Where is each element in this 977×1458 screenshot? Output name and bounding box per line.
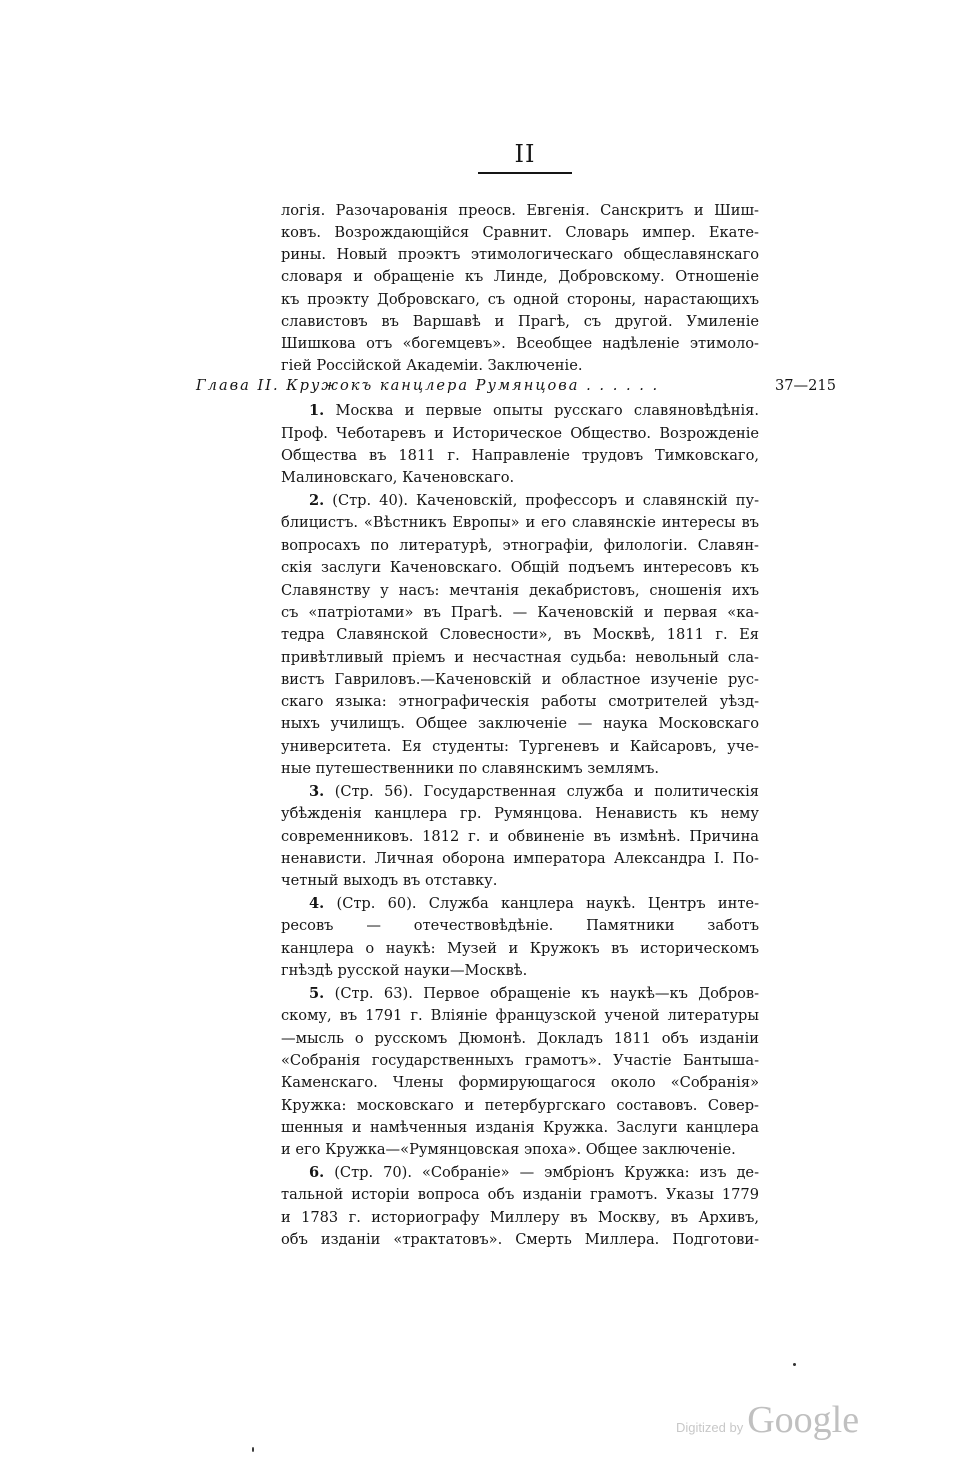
intro-line: ковъ. Возрождающійся Сравнит. Словарь импер. Екате- — [281, 224, 759, 241]
section-line: Проф. Чеботаревъ и Историческое Общество. Возрожденіе — [281, 425, 759, 442]
watermark-prefix: Digitized by — [676, 1420, 744, 1435]
section-line: ные путешественники по славянскимъ землямъ. — [281, 760, 660, 777]
chapter-heading — [196, 375, 836, 397]
section-line: канцлера о наукѣ: Музей и Кружокъ въ историческомъ — [281, 940, 759, 957]
section-line: Славянству у насъ: мечтанія декабристовъ, сношенія ихъ — [281, 582, 759, 599]
section-text: (Стр. 56). Государственная служба и политическія — [334, 783, 759, 800]
section-line: тедра Славянской Словесности», въ Москвѣ, 1811 г. Ея — [281, 626, 759, 643]
intro-line: рины. Новый проэктъ этимологическаго общеславянскаго — [281, 246, 759, 263]
section-line: съ «патріотами» въ Прагѣ. — Каченовскій и первая «ка- — [281, 604, 759, 621]
section-line: привѣтливый пріемъ и несчастная судьба: невольный сла- — [281, 649, 759, 666]
section-line: скаго языка: этнографическія работы смотрителей уѣзд- — [281, 693, 759, 710]
section-line: шенныя и намѣченныя изданія Кружка. Заслуги канцлера — [281, 1119, 759, 1136]
section-line: Малиновскаго, Каченовскаго. — [281, 469, 515, 486]
section-line: —мысль о русскомъ Дюмонѣ. Докладъ 1811 объ изданіи — [281, 1030, 759, 1047]
section-line: объ изданіи «трактатовъ». Смерть Миллера. Подготови- — [281, 1231, 759, 1248]
section-line — [281, 781, 759, 803]
section-line: «Собранія государственныхъ грамотъ». Участіе Бантыша- — [281, 1052, 759, 1069]
intro-line: къ проэкту Добровскаго, съ одной стороны, нарастающихъ — [281, 291, 759, 308]
section-line: убѣжденія канцлера гр. Румянцова. Ненависть къ нему — [281, 805, 759, 822]
section-text: Москва и первые опыты русскаго славяновѣдѣнія. — [335, 402, 759, 419]
page-number: II — [514, 140, 536, 168]
section-line: блицистъ. «Вѣстникъ Европы» и его славянскіе интересы въ — [281, 514, 759, 531]
section-line: современниковъ. 1812 г. и обвиненіе въ измѣнѣ. Причина — [281, 828, 759, 845]
section-line: ненависти. Личная оборона императора Александра I. По- — [281, 850, 759, 867]
intro-line: словаря и обращеніе къ Линде, Добровскому. Отношеніе — [281, 268, 759, 285]
section-line: Каменскаго. Члены формирующагося около «Собранія» — [281, 1074, 759, 1091]
section-line: и 1783 г. историографу Миллеру въ Москву, въ Архивъ, — [281, 1209, 759, 1226]
section-line — [281, 983, 759, 1005]
scan-speck — [252, 1447, 254, 1452]
section-text: (Стр. 60). Служба канцлера наукѣ. Центръ инте- — [336, 895, 760, 912]
section-line: Общества въ 1811 г. Направленіе трудовъ Тимковскаго, — [281, 447, 759, 464]
section-text: (Стр. 70). «Собраніе» — эмбріонъ Кружка: изъ де- — [334, 1164, 760, 1181]
intro-line: логія. Разочарованія преосв. Евгенія. Санскритъ и Шиш- — [281, 202, 759, 219]
section-number: 5. — [309, 985, 325, 1002]
intro-line: Шишкова отъ «богемцевъ». Всеобщее надѣленіе этимоло- — [281, 335, 759, 352]
section-number: 3. — [309, 783, 325, 800]
watermark-brand: Google — [747, 1399, 860, 1441]
section-number: 6. — [309, 1164, 325, 1181]
section-line: скому, въ 1791 г. Вліяніе французской ученой литературы — [281, 1007, 759, 1024]
section-line — [281, 490, 759, 512]
scan-speck — [793, 1363, 796, 1366]
page-number-rule — [478, 172, 572, 174]
section-line: гнѣздѣ русской науки—Москвѣ. — [281, 962, 528, 979]
section-line: и его Кружка—«Румянцовская эпоха». Общее заключеніе. — [281, 1141, 736, 1158]
section-line: скія заслуги Каченовскаго. Общій подъемъ интересовъ къ — [281, 559, 759, 576]
section-line: университета. Ея студенты: Тургеневъ и Кайсаровъ, уче- — [281, 738, 759, 755]
section-number: 4. — [309, 895, 325, 912]
section-line: ныхъ училищъ. Общее заключеніе — наука Московскаго — [281, 715, 759, 732]
chapter-title: Глава II. Кружокъ канцлера Румянцова . . . . . . — [196, 377, 660, 394]
section-number: 2. — [309, 492, 325, 509]
section-line: четный выходъ въ отставку. — [281, 872, 498, 889]
chapter-pages: 37—215 — [774, 377, 836, 394]
section-line — [281, 1162, 759, 1184]
section-line — [281, 893, 759, 915]
section-text: (Стр. 63). Первое обращеніе къ наукѣ—къ Добров- — [334, 985, 759, 1002]
intro-line: гіей Россійской Академіи. Заключеніе. — [281, 357, 583, 374]
section-line — [281, 400, 759, 422]
section-line: ресовъ — отечествовѣдѣніе. Памятники заботъ — [281, 917, 759, 934]
google-watermark — [676, 1398, 859, 1442]
section-number: 1. — [309, 402, 325, 419]
section-line: Кружка: московскаго и петербургскаго составовъ. Совер- — [281, 1097, 759, 1114]
section-line: тальной исторіи вопроса объ изданіи грамотъ. Указы 1779 — [281, 1186, 759, 1203]
intro-line: славистовъ въ Варшавѣ и Прагѣ, съ другой. Умиленіе — [281, 313, 759, 330]
section-text: (Стр. 40). Каченовскій, профессоръ и славянскій пу- — [332, 492, 759, 509]
section-line: вопросахъ по литературѣ, этнографіи, филологіи. Славян- — [281, 537, 759, 554]
section-line: вистъ Гавриловъ.—Каченовскій и областное изученіе рус- — [281, 671, 759, 688]
